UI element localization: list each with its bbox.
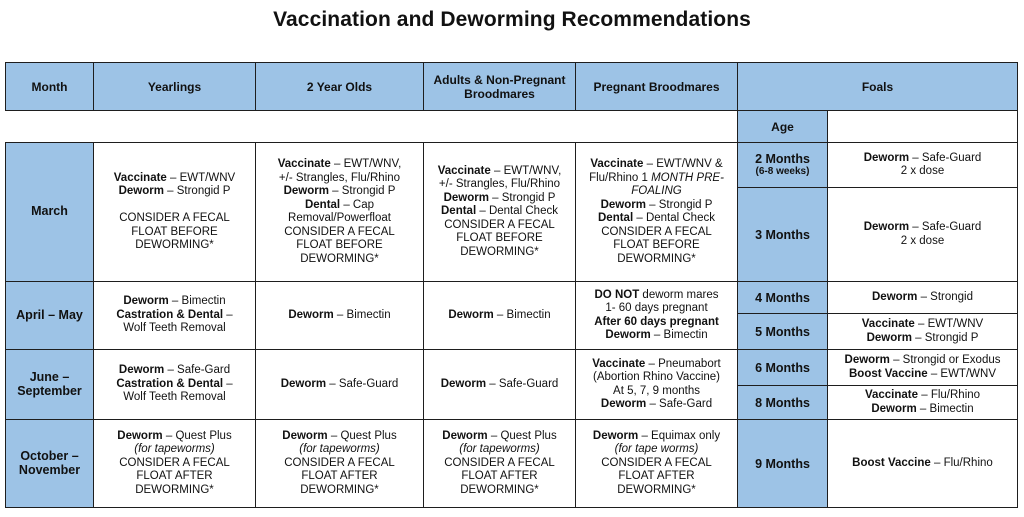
age-header-row: [6, 111, 1018, 143]
october-two-year-olds: Deworm – Quest Plus (for tapeworms) CONSIDER A FECAL FLOAT AFTER DEWORMING*: [256, 420, 424, 508]
april-yearlings: Deworm – Bimectin Castration & Dental – Wolf Teeth Removal: [94, 282, 256, 350]
foal-5-months: Vaccinate – EWT/WNV Deworm – Strongid P: [828, 314, 1018, 350]
june-adults: Deworm – Safe-Guard: [424, 350, 576, 420]
march-two-year-olds: Vaccinate – EWT/WNV, +/- Strangles, Flu/Rhino Deworm – Strongid P Dental – Cap Removal/Powerfloat CONSIDER A FECAL FLOAT BEFORE DEWORMING*: [256, 143, 424, 282]
recommendations-table: [5, 62, 1018, 508]
foal-age-5-months: 5 Months: [738, 314, 828, 350]
foal-age-6-months: 6 Months: [738, 350, 828, 386]
foal-6-months: Deworm – Strongid or Exodus Boost Vaccine – EWT/WNV: [828, 350, 1018, 386]
foal-age-8-months: 8 Months: [738, 386, 828, 420]
header-row: [6, 63, 1018, 111]
foal-8-months: Vaccinate – Flu/Rhino Deworm – Bimectin: [828, 386, 1018, 420]
header-month: Month: [6, 63, 94, 111]
spacer-cell: [6, 111, 738, 143]
june-yearlings: Deworm – Safe-Gard Castration & Dental – Wolf Teeth Removal: [94, 350, 256, 420]
header-pregnant: Pregnant Broodmares: [576, 63, 738, 111]
april-two-year-olds: Deworm – Bimectin: [256, 282, 424, 350]
header-age: Age: [738, 111, 828, 143]
march-adults: Vaccinate – EWT/WNV, +/- Strangles, Flu/Rhino Deworm – Strongid P Dental – Dental Check CONSIDER A FECAL FLOAT BEFORE DEWORMING*: [424, 143, 576, 282]
table-row: [6, 420, 1018, 508]
april-pregnant: DO NOT deworm mares 1- 60 days pregnant After 60 days pregnant Deworm – Bimectin: [576, 282, 738, 350]
header-adults: Adults & Non-Pregnant Broodmares: [424, 63, 576, 111]
month-april-may: April – May: [6, 282, 94, 350]
header-yearlings: Yearlings: [94, 63, 256, 111]
foal-age-3-months: 3 Months: [738, 188, 828, 282]
october-adults: Deworm – Quest Plus (for tapeworms) CONSIDER A FECAL FLOAT AFTER DEWORMING*: [424, 420, 576, 508]
october-yearlings: Deworm – Quest Plus (for tapeworms) CONSIDER A FECAL FLOAT AFTER DEWORMING*: [94, 420, 256, 508]
table-row: [6, 143, 1018, 188]
header-foals: Foals: [738, 63, 1018, 111]
table-row: [6, 282, 1018, 314]
june-pregnant: Vaccinate – Pneumabort (Abortion Rhino Vaccine) At 5, 7, 9 months Deworm – Safe-Gard: [576, 350, 738, 420]
april-adults: Deworm – Bimectin: [424, 282, 576, 350]
october-pregnant: Deworm – Equimax only (for tape worms) CONSIDER A FECAL FLOAT AFTER DEWORMING*: [576, 420, 738, 508]
foal-age-9-months: 9 Months: [738, 420, 828, 508]
march-pregnant: Vaccinate – EWT/WNV & Flu/Rhino 1 MONTH PRE- FOALING Deworm – Strongid P Dental – Dental Check CONSIDER A FECAL FLOAT BEFORE DEWORMING*: [576, 143, 738, 282]
table-row: [6, 350, 1018, 386]
foal-9-months: Boost Vaccine – Flu/Rhino: [828, 420, 1018, 508]
page-title: Vaccination and Deworming Recommendations: [273, 8, 751, 31]
march-yearlings: Vaccinate – EWT/WNV Deworm – Strongid P CONSIDER A FECAL FLOAT BEFORE DEWORMING*: [94, 143, 256, 282]
month-october-november: October – November: [6, 420, 94, 508]
month-march: March: [6, 143, 94, 282]
age-header-blank: [828, 111, 1018, 143]
foal-4-months: Deworm – Strongid: [828, 282, 1018, 314]
june-two-year-olds: Deworm – Safe-Guard: [256, 350, 424, 420]
foal-3-months: Deworm – Safe-Guard 2 x dose: [828, 188, 1018, 282]
header-two-year-olds: 2 Year Olds: [256, 63, 424, 111]
foal-age-2-months: 2 Months (6-8 weeks): [738, 143, 828, 188]
foal-2-months: Deworm – Safe-Guard 2 x dose: [828, 143, 1018, 188]
month-june-september: June – September: [6, 350, 94, 420]
foal-age-4-months: 4 Months: [738, 282, 828, 314]
